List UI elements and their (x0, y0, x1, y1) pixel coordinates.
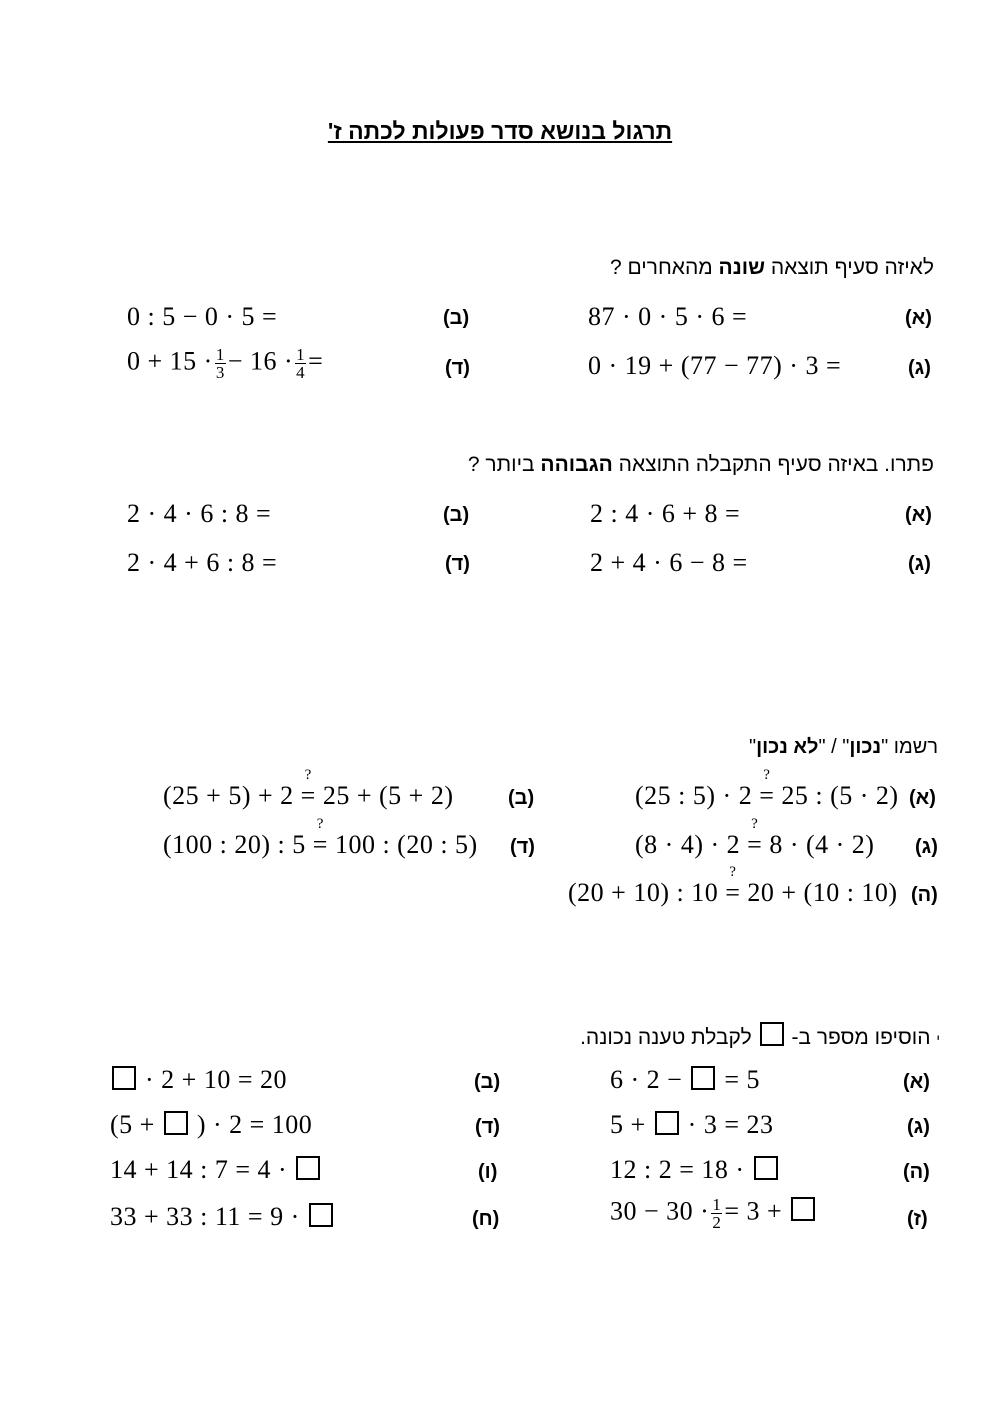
answer-box-input[interactable] (164, 1111, 188, 1135)
s4-item-b-equation: · 2 + 10 = 20 (110, 1065, 287, 1095)
answer-box-input[interactable] (791, 1197, 815, 1221)
s4-item-c-equation: 5 + · 3 = 23 (610, 1110, 774, 1139)
s2-item-d-label: (ד) (445, 553, 470, 575)
s2-item-a-label: (א) (905, 504, 932, 526)
s3-item-b-statement: (25 + 5) + 2 ? = 25 + (5 + 2) (163, 767, 454, 810)
section1-instruction: לאיזה סעיף תוצאה שונה מהאחרים ? (609, 256, 934, 279)
s2-item-c-label: (ג) (908, 553, 931, 575)
s4-item-c-label: (ג) (907, 1116, 930, 1138)
answer-box-icon (760, 1022, 784, 1046)
s1-item-c-label: (ג) (908, 357, 931, 379)
s4-item-a-label: (א) (903, 1071, 930, 1093)
s2-item-b-expression: 2 · 4 · 6 : 8 = (127, 499, 272, 528)
s1-item-d-label: (ד) (445, 357, 470, 379)
s4-item-h-equation: 33 + 33 : 11 = 9 · (110, 1202, 335, 1232)
s1-item-a-expression: 87 · 0 · 5 · 6 = (588, 302, 748, 331)
s3-item-a-statement: (25 : 5) · 2 ? = 25 : (5 · 2) (635, 767, 899, 810)
s4-item-g-equation: 30 − 30 · $\frac{1}{2}$ = 3 + (610, 1196, 817, 1231)
s2-item-a-expression: 2 : 4 · 6 + 8 = (590, 499, 741, 528)
s2-item-b-label: (ב) (443, 504, 470, 526)
s3-item-d-statement: (100 : 20) : 5 ? = 100 : (20 : 5) (163, 816, 478, 859)
s1-item-a-label: (א) (905, 307, 932, 329)
s4-item-g-label: (ז) (907, 1208, 928, 1230)
s1-item-b-expression: 0 : 5 − 0 · 5 = (127, 302, 278, 331)
answer-box-input[interactable] (655, 1111, 679, 1135)
s4-item-b-label: (ב) (474, 1071, 501, 1093)
s4-item-e-equation: 12 : 2 = 18 · (610, 1155, 780, 1185)
s3-item-a-label: (א) (909, 787, 936, 809)
section3-instruction: רשמו "נכון" / "לא נכון" (748, 736, 938, 758)
s3-item-e-statement: (20 + 10) : 10 ? = 20 + (10 : 10) (568, 864, 898, 907)
s1-item-c-expression: 0 · 19 + (77 − 77) · 3 = (588, 351, 842, 380)
fraction-one-quarter: $\frac{1}{4}$ (296, 345, 306, 382)
section4-instruction: י הוסיפו מספר ב- לקבלת טענה נכונה. (580, 1022, 940, 1050)
s2-item-c-expression: 2 + 4 · 6 − 8 = (590, 548, 748, 577)
page-title: תרגול בנושא סדר פעולות לכתה ז' (327, 118, 673, 144)
answer-box-input[interactable] (309, 1203, 333, 1227)
s4-item-d-equation: (5 + ) · 2 = 100 (110, 1110, 313, 1139)
section2-instruction: פתרו. באיזה סעיף התקבלה התוצאה הגבוהה ביותר ? (467, 453, 934, 476)
s2-item-d-expression: 2 · 4 + 6 : 8 = (127, 548, 278, 577)
s4-item-a-equation: 6 · 2 − = 5 (610, 1065, 760, 1094)
s3-item-d-label: (ד) (510, 836, 535, 858)
answer-box-input[interactable] (296, 1156, 320, 1180)
s3-item-e-label: (ה) (911, 884, 938, 906)
s4-item-f-equation: 14 + 14 : 7 = 4 · (110, 1155, 322, 1185)
fraction-one-third: $\frac{1}{3}$ (215, 345, 225, 382)
s3-item-b-label: (ב) (508, 787, 535, 809)
s4-item-f-label: (ו) (478, 1161, 498, 1183)
answer-box-input[interactable] (691, 1066, 715, 1090)
answer-box-input[interactable] (112, 1066, 136, 1090)
s1-item-b-label: (ב) (443, 307, 470, 329)
s4-item-e-label: (ה) (903, 1161, 930, 1183)
s4-item-h-label: (ח) (472, 1208, 500, 1230)
fraction-one-half: $\frac{1}{2}$ (712, 1195, 722, 1232)
s3-item-c-statement: (8 · 4) · 2 ? = 8 · (4 · 2) (635, 816, 875, 859)
s1-item-d-expression: 0 + 15 · $\frac{1}{3}$ − 16 · $\frac{1}{4}$ = (127, 345, 324, 382)
s3-item-c-label: (ג) (915, 836, 938, 858)
answer-box-input[interactable] (754, 1156, 778, 1180)
s4-item-d-label: (ד) (475, 1116, 500, 1138)
